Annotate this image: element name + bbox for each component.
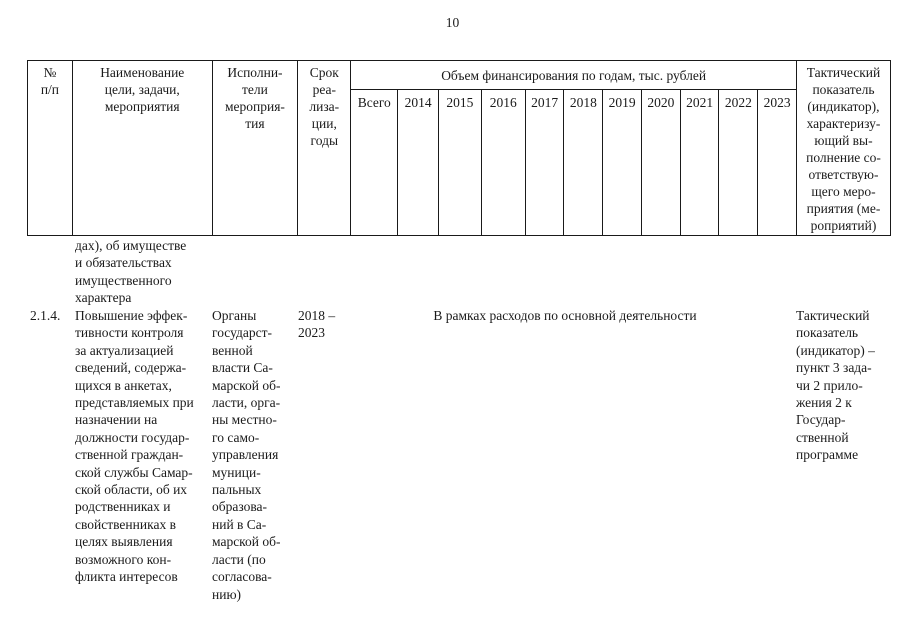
header-term: Срок реа- лиза- ции, годы [298,61,351,236]
header-year-total: Всего [351,90,398,236]
header-financing: Объем финансирования по годам, тыс. рублей [351,61,797,90]
header-table [27,60,891,236]
page-number: 10 [445,15,460,30]
header-num: № п/п [28,61,73,236]
continuation-text: дах), об имуществе и обязательствах имущественного характера [75,238,187,306]
header-year-2014: 2014 [398,90,439,236]
header-year-2017: 2017 [525,90,564,236]
row-name: Повышение эффек- тивности контроля за актуализацией сведений, содержа- щихся в анкетах, представляемых при назначении на должности государ- ственной граждан- ской службы Самар- ской области, об их родственниках и свойственниках в целях выявления возможного кон- фликта интересов [75,308,194,585]
header-year-2022: 2022 [719,90,758,236]
header-executors: Исполни- тели мероприя- тия [212,61,298,236]
header-year-2018: 2018 [564,90,603,236]
header-indicator: Тактический показатель (индикатор), характеризу- ющий вы- полнение со- ответствую- щего меро- приятия (ме- роприятий) [797,61,891,236]
header-name: Наименование цели, задачи, мероприятия [72,61,212,236]
row-number: 2.1.4. [30,308,61,323]
row-executors: Органы государст- венной власти Са- марской об- ласти, орга- ны местно- го само- управления муници- пальных образова- ний в Са- марской об- ласти (по согласова- нию) [212,308,281,602]
row-term: 2018 – 2023 [298,308,336,341]
header-year-2019: 2019 [603,90,642,236]
row-indicator: Тактический показатель (индикатор) – пункт 3 зада- чи 2 прило- жения 2 к Государ- ственной программе [796,308,875,463]
header-year-2021: 2021 [680,90,719,236]
header-year-2016: 2016 [481,90,525,236]
header-year-2020: 2020 [641,90,680,236]
header-year-2015: 2015 [439,90,482,236]
header-year-2023: 2023 [758,90,797,236]
row-financing: В рамках расходов по основной деятельности [433,308,697,323]
